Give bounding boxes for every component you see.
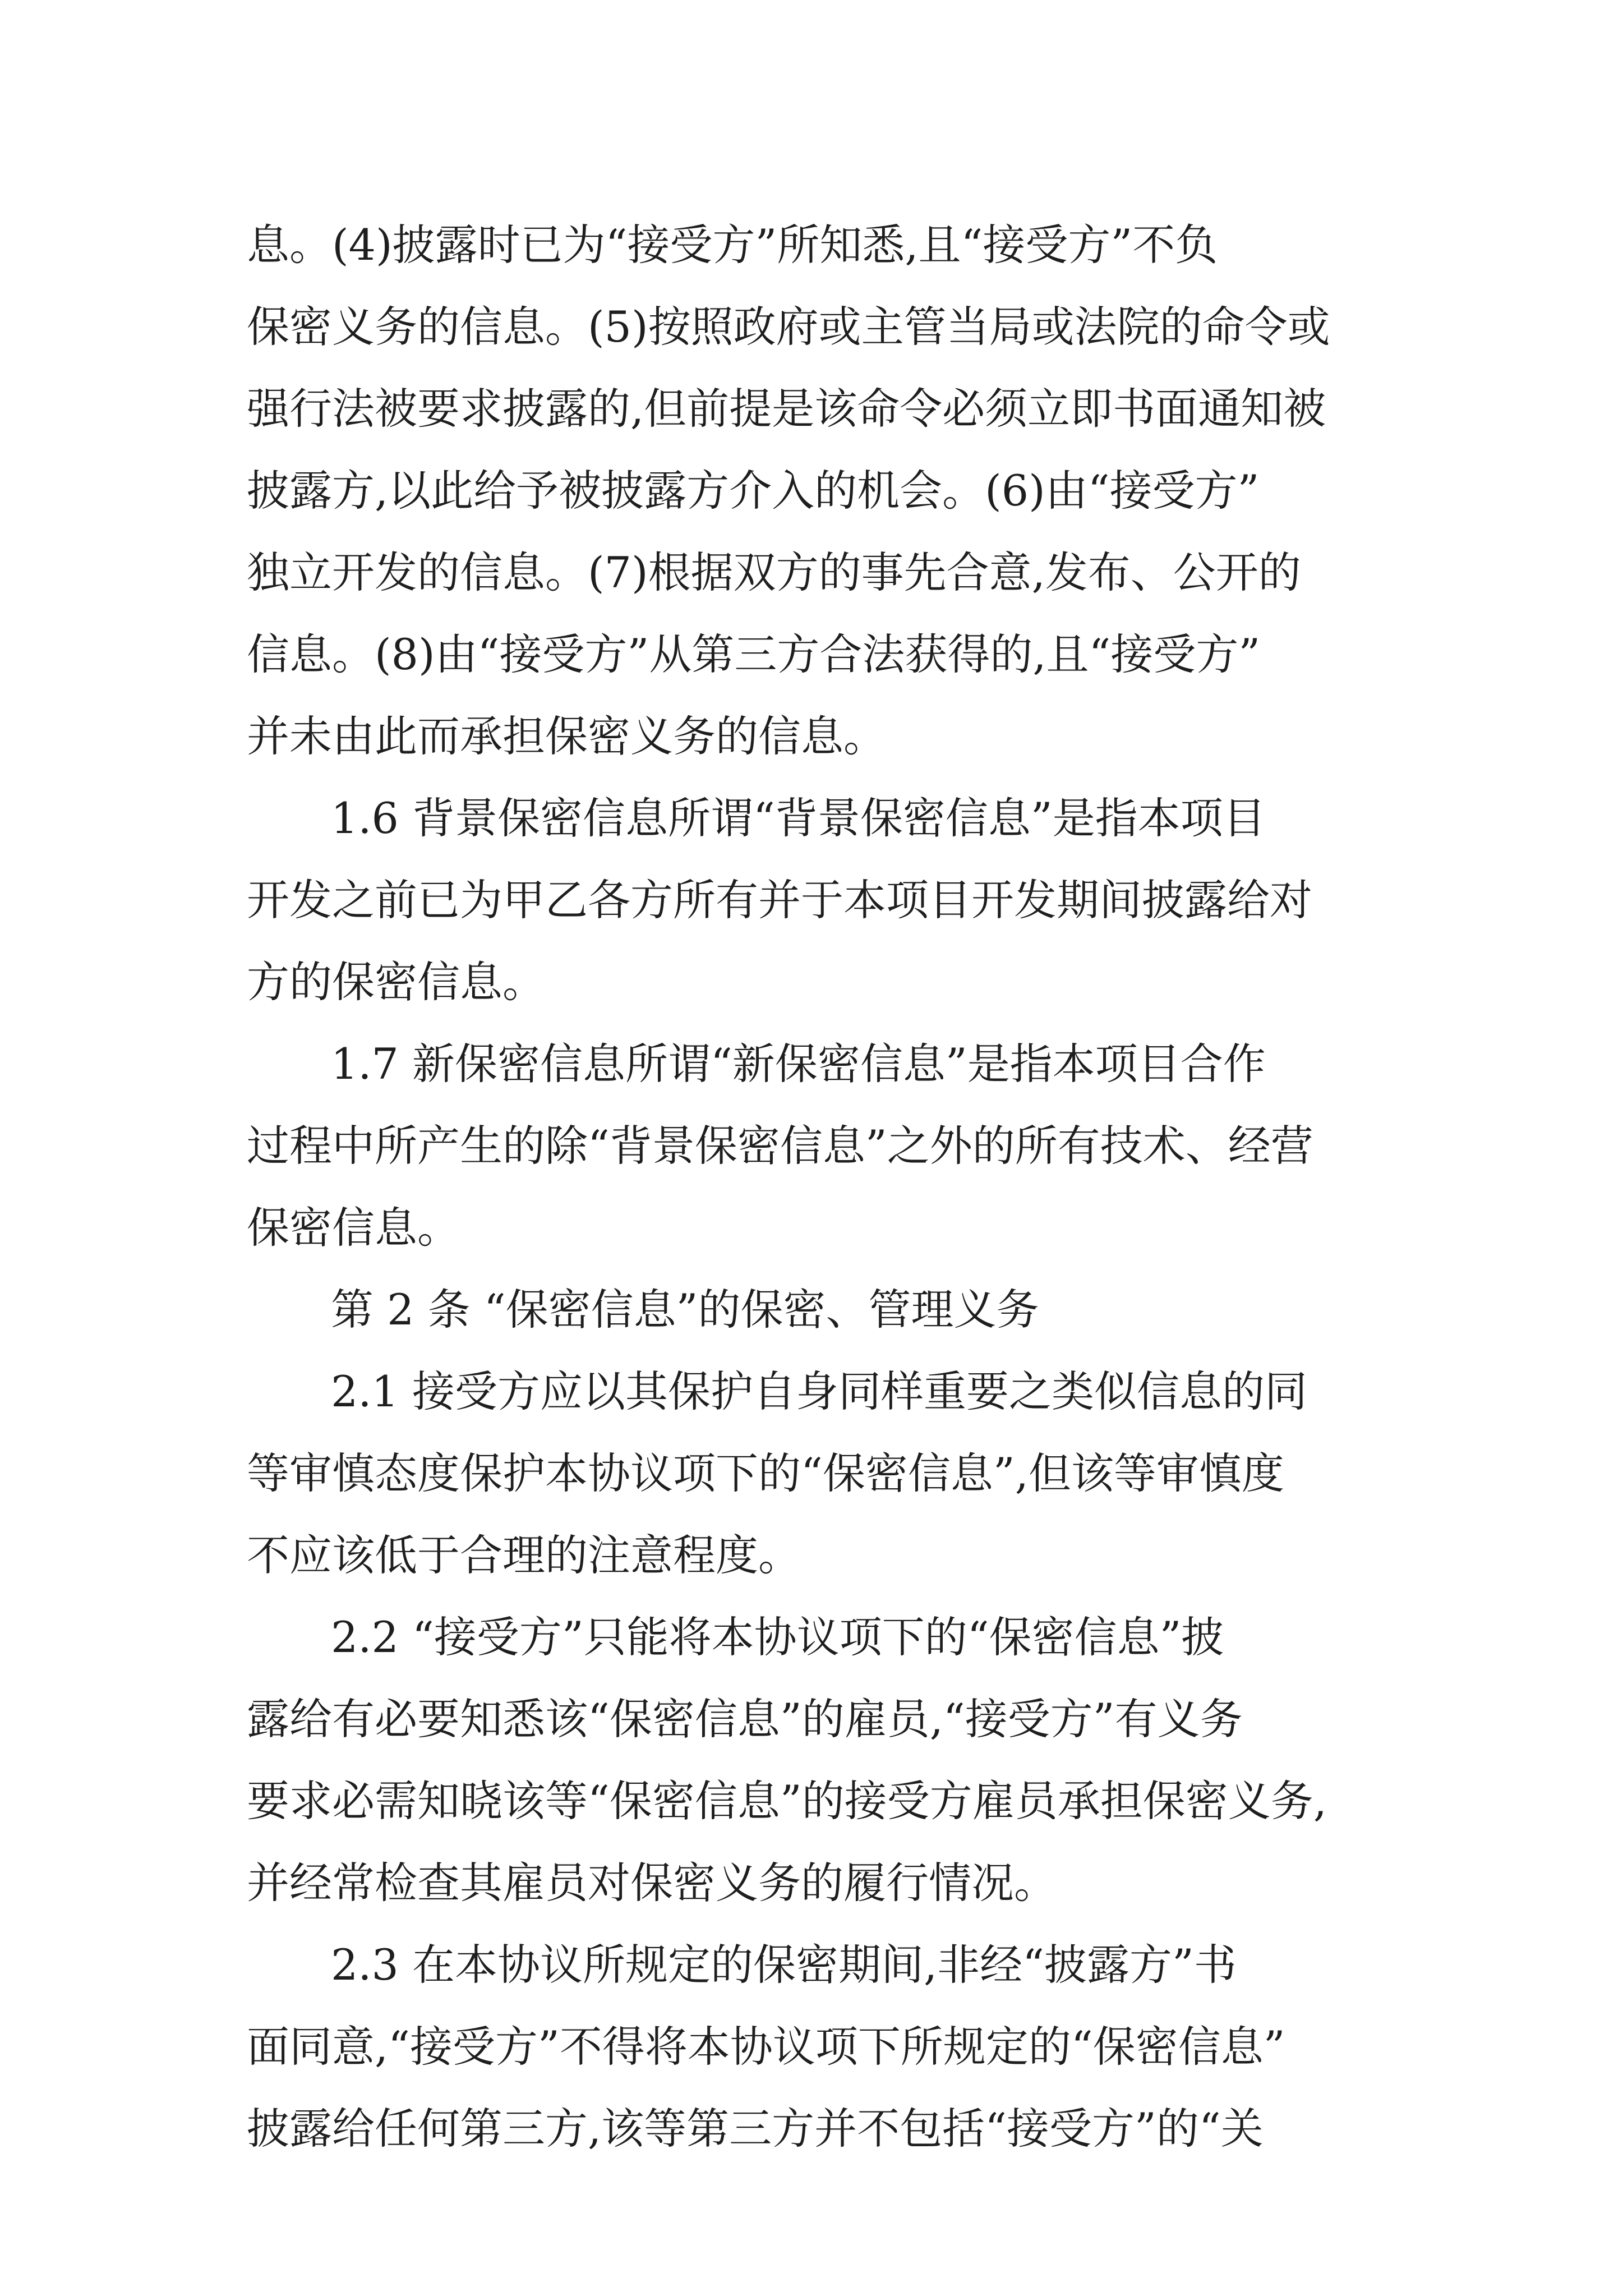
text-line: 第 2 条 “保密信息”的保密、管理义务 xyxy=(331,1285,1039,1335)
text-line: 保密义务的信息。(5)按照政府或主管当局或法院的命令或 xyxy=(247,302,1330,352)
text-line: 2.1 接受方应以其保护自身同样重要之类似信息的同 xyxy=(331,1366,1308,1416)
text-line: 强行法被要求披露的,但前提是该命令必须立即书面通知被 xyxy=(247,384,1326,434)
text-line: 1.6 背景保密信息所谓“背景保密信息”是指本项目 xyxy=(331,793,1266,843)
text-line: 信息。(8)由“接受方”从第三方合法获得的,且“接受方” xyxy=(247,629,1261,679)
body-text xyxy=(247,204,1380,2170)
text-line: 1.7 新保密信息所谓“新保密信息”是指本项目合作 xyxy=(331,1039,1266,1089)
text-line: 保密信息。 xyxy=(247,1203,460,1253)
text-line: 并未由此而承担保密义务的信息。 xyxy=(247,711,886,761)
text-line: 披露给任何第三方,该等第三方并不包括“接受方”的“关 xyxy=(247,2104,1264,2154)
text-line: 面同意,“接受方”不得将本协议项下所规定的“保密信息” xyxy=(247,2022,1285,2072)
text-line: 息。(4)披露时已为“接受方”所知悉,且“接受方”不负 xyxy=(247,220,1218,270)
text-line: 过程中所产生的除“背景保密信息”之外的所有技术、经营 xyxy=(247,1121,1313,1171)
text-line: 2.3 在本协议所规定的保密期间,非经“披露方”书 xyxy=(331,1940,1237,1990)
text-line: 披露方,以此给予被披露方介入的机会。(6)由“接受方” xyxy=(247,466,1260,516)
text-line: 不应该低于合理的注意程度。 xyxy=(247,1530,801,1580)
text-line: 露给有必要知悉该“保密信息”的雇员,“接受方”有义务 xyxy=(247,1694,1243,1744)
text-line: 等审慎态度保护本协议项下的“保密信息”,但该等审慎度 xyxy=(247,1448,1284,1498)
text-line: 开发之前已为甲乙各方所有并于本项目开发期间披露给对 xyxy=(247,875,1312,925)
text-line: 方的保密信息。 xyxy=(247,957,545,1007)
text-line: 2.2 “接受方”只能将本协议项下的“保密信息”披 xyxy=(331,1612,1224,1662)
text-line: 要求必需知晓该等“保密信息”的接受方雇员承担保密义务, xyxy=(247,1776,1327,1826)
text-line: 并经常检查其雇员对保密义务的履行情况。 xyxy=(247,1858,1057,1908)
text-line: 独立开发的信息。(7)根据双方的事先合意,发布、公开的 xyxy=(247,547,1301,597)
